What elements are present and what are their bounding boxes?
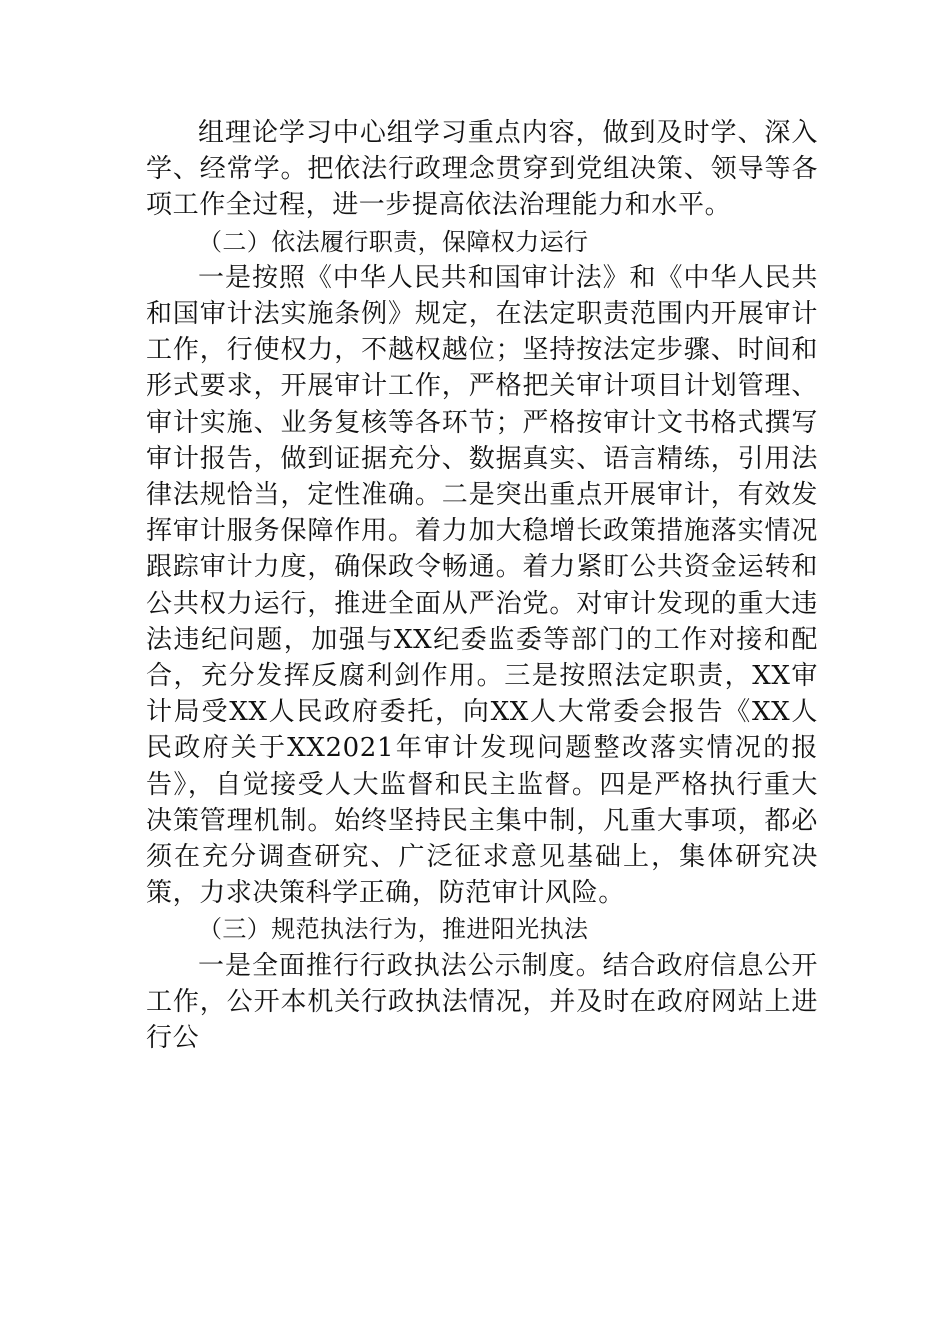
section-heading-3: （三）规范执法行为，推进阳光执法 (198, 915, 589, 944)
paragraph-perform-duties: 一是按照《中华人民共和国审计法》和《中华人民共和国审计法实施条例》规定，在法定职责范围内开展审计工作，行使权力，不越权越位；坚持按法定步骤、时间和形式要求，开展审计工作，严格把关审计项目计划管理、审计实施、业务复核等各环节；严格按审计文书格式撰写审计报告，做到证据充分、数据真实、语言精练，引用法律法规恰当，定性准确。二是突出重点开展审计，有效发挥审计服务保障作用。着力加大稳增长政策措施落实情况跟踪审计力度，确保政令畅通。着力紧盯公共资金运转和公共权力运行，推进全面从严治党。对审计发现的重大违法违纪问题，加强与XX纪委监委等部门的工作对接和配合，充分发挥反腐利剑作用。三是按照法定职责，XX审计局受XX人民政府委托，向XX人大常委会报告《XX人民政府关于XX2021年审计发现问题整改落实情况的报告》，自觉接受人大监督和民主监督。四是严格执行重大决策管理机制。始终坚持民主集中制，凡重大事项，都必须在充分调查研究、广泛征求意见基础上，集体研究决策，力求决策科学正确，防范审计风险。 (146, 262, 818, 909)
section-heading-2: （二）依法履行职责，保障权力运行 (198, 227, 589, 256)
paragraph-study-content: 组理论学习中心组学习重点内容，做到及时学、深入学、经常学。把依法行政理念贯穿到党组决策、领导等各项工作全过程，进一步提高依法治理能力和水平。 (146, 118, 818, 221)
paragraph-law-enforcement: 一是全面推行行政执法公示制度。结合政府信息公开工作，公开本机关行政执法情况，并及时在政府网站上进行公 (146, 950, 818, 1054)
document-body (146, 115, 818, 1056)
